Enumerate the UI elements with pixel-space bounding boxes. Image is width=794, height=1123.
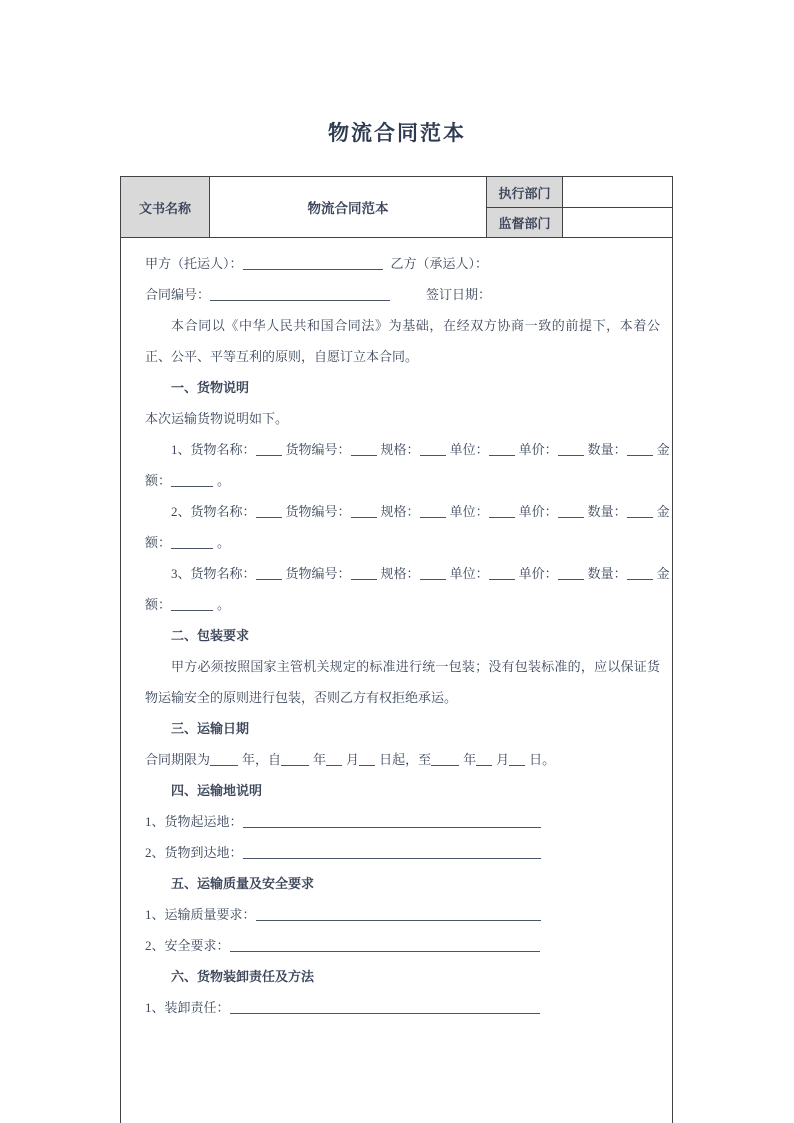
goods-unit-blank[interactable] (489, 579, 515, 580)
safety-blank[interactable] (230, 951, 540, 952)
goods-price-label: 单价： (518, 504, 558, 519)
party-b-label: 乙方（承运人）： (390, 256, 489, 271)
contract-no-line (145, 279, 660, 310)
exec-dept-label: 执行部门 (486, 177, 562, 207)
end-month-blank[interactable] (476, 765, 492, 766)
term-from: 年，自 (242, 752, 282, 767)
goods-code-label: 货物编号： (285, 442, 351, 457)
goods-amount-blank[interactable] (171, 486, 213, 487)
exec-dept-value[interactable] (562, 177, 672, 207)
goods-amount-wrap-label: 额： (145, 597, 172, 612)
goods-name-label: 货物名称： (190, 566, 256, 581)
term-end-label: 日。 (529, 752, 556, 767)
section1-intro: 本次运输货物说明如下。 (145, 411, 289, 426)
goods-no: 3、 (171, 566, 191, 581)
loading-item (145, 992, 660, 1023)
page-title: 物流合同范本 (328, 121, 466, 145)
quality-blank[interactable] (256, 920, 541, 921)
goods-spec-blank[interactable] (420, 455, 446, 456)
section2-heading: 二、包装要求 (171, 628, 250, 643)
goods-amount-blank[interactable] (171, 548, 213, 549)
goods-qty-label: 数量： (587, 566, 627, 581)
destination-blank[interactable] (243, 858, 541, 859)
contract-frame (120, 176, 673, 1123)
goods-row (171, 496, 670, 527)
end-month-label: 月 (496, 752, 510, 767)
goods-unit-label: 单位： (449, 504, 489, 519)
goods-price-blank[interactable] (558, 455, 584, 456)
goods-amount-end: 。 (217, 535, 231, 550)
contract-body (121, 238, 672, 1023)
goods-price-blank[interactable] (558, 579, 584, 580)
goods-spec-blank[interactable] (420, 517, 446, 518)
quality-label: 1、运输质量要求： (145, 907, 256, 922)
goods-amount-line (145, 589, 660, 620)
header-table (121, 177, 672, 238)
origin-blank[interactable] (243, 827, 541, 828)
parties-line (145, 248, 660, 279)
contract-no-label: 合同编号： (145, 287, 211, 302)
party-a-blank[interactable] (243, 269, 383, 270)
goods-price-label: 单价： (518, 566, 558, 581)
goods-amount-end: 。 (217, 597, 231, 612)
end-year-label: 年 (463, 752, 477, 767)
goods-qty-blank[interactable] (627, 517, 653, 518)
origin-label: 1、货物起运地： (145, 814, 243, 829)
safety-label: 2、安全要求： (145, 938, 230, 953)
section5-heading: 五、运输质量及安全要求 (171, 876, 315, 891)
section1-heading: 一、货物说明 (171, 380, 250, 395)
goods-code-blank[interactable] (351, 579, 377, 580)
goods-spec-blank[interactable] (420, 579, 446, 580)
goods-amount-first-char: 金 (656, 504, 670, 519)
origin-item (145, 806, 660, 837)
goods-spec-label: 规格： (380, 442, 420, 457)
party-a-label: 甲方（托运人）： (145, 256, 243, 271)
goods-name-label: 货物名称： (190, 442, 256, 457)
goods-no: 2、 (171, 504, 191, 519)
destination-label: 2、货物到达地： (145, 845, 243, 860)
goods-qty-blank[interactable] (627, 579, 653, 580)
start-year-blank[interactable] (281, 765, 309, 766)
goods-qty-blank[interactable] (627, 455, 653, 456)
end-year-blank[interactable] (431, 765, 459, 766)
goods-unit-label: 单位： (449, 442, 489, 457)
start-day-blank[interactable] (359, 765, 375, 766)
goods-amount-line (145, 527, 660, 558)
goods-amount-first-char: 金 (656, 442, 670, 457)
start-month-blank[interactable] (326, 765, 342, 766)
loading-label: 1、装卸责任： (145, 1000, 230, 1015)
goods-code-blank[interactable] (351, 517, 377, 518)
goods-spec-label: 规格： (380, 504, 420, 519)
goods-price-label: 单价： (518, 442, 558, 457)
section3-heading: 三、运输日期 (171, 721, 250, 736)
goods-amount-wrap-label: 额： (145, 473, 172, 488)
goods-name-label: 货物名称： (190, 504, 256, 519)
start-month-label: 月 (346, 752, 360, 767)
goods-price-blank[interactable] (558, 517, 584, 518)
goods-code-blank[interactable] (351, 455, 377, 456)
goods-name-blank[interactable] (256, 579, 282, 580)
term-years-blank[interactable] (210, 765, 238, 766)
goods-no: 1、 (171, 442, 191, 457)
preamble-paragraph: 本合同以《中华人民共和国合同法》为基础，在经双方协商一致的前提下，本着公正、公平、平等互利的原则，自愿订立本合同。 (145, 318, 660, 364)
section2-body: 甲方必须按照国家主管机关规定的标准进行统一包装；没有包装标准的，应以保证货物运输安全的原则进行包装，否则乙方有权拒绝承运。 (145, 659, 660, 705)
doc-name-value: 物流合同范本 (209, 177, 486, 237)
goods-unit-label: 单位： (449, 566, 489, 581)
goods-amount-wrap-label: 额： (145, 535, 172, 550)
goods-amount-first-char: 金 (656, 566, 670, 581)
quality-item (145, 899, 660, 930)
goods-amount-blank[interactable] (171, 610, 213, 611)
super-dept-label: 监督部门 (486, 207, 562, 237)
contract-no-blank[interactable] (210, 300, 390, 301)
safety-item (145, 930, 660, 961)
doc-name-label: 文书名称 (121, 177, 209, 237)
super-dept-value[interactable] (562, 207, 672, 237)
section4-heading: 四、运输地说明 (171, 783, 263, 798)
goods-code-label: 货物编号： (285, 504, 351, 519)
goods-spec-label: 规格： (380, 566, 420, 581)
destination-item (145, 837, 660, 868)
goods-amount-end: 。 (217, 473, 231, 488)
end-day-blank[interactable] (509, 765, 525, 766)
term-prefix: 合同期限为 (145, 752, 211, 767)
start-year-label: 年 (313, 752, 327, 767)
goods-unit-blank[interactable] (489, 517, 515, 518)
goods-code-label: 货物编号： (285, 566, 351, 581)
goods-qty-label: 数量： (587, 504, 627, 519)
goods-qty-label: 数量： (587, 442, 627, 457)
goods-name-blank[interactable] (256, 517, 282, 518)
contract-term-line (145, 744, 660, 775)
goods-unit-blank[interactable] (489, 455, 515, 456)
term-until: 日起，至 (379, 752, 432, 767)
goods-row (171, 558, 670, 589)
goods-name-blank[interactable] (256, 455, 282, 456)
goods-amount-line (145, 465, 660, 496)
sign-date-label: 签订日期： (426, 287, 492, 302)
loading-blank[interactable] (230, 1013, 540, 1014)
goods-row (171, 434, 670, 465)
section6-heading: 六、货物装卸责任及方法 (171, 969, 315, 984)
